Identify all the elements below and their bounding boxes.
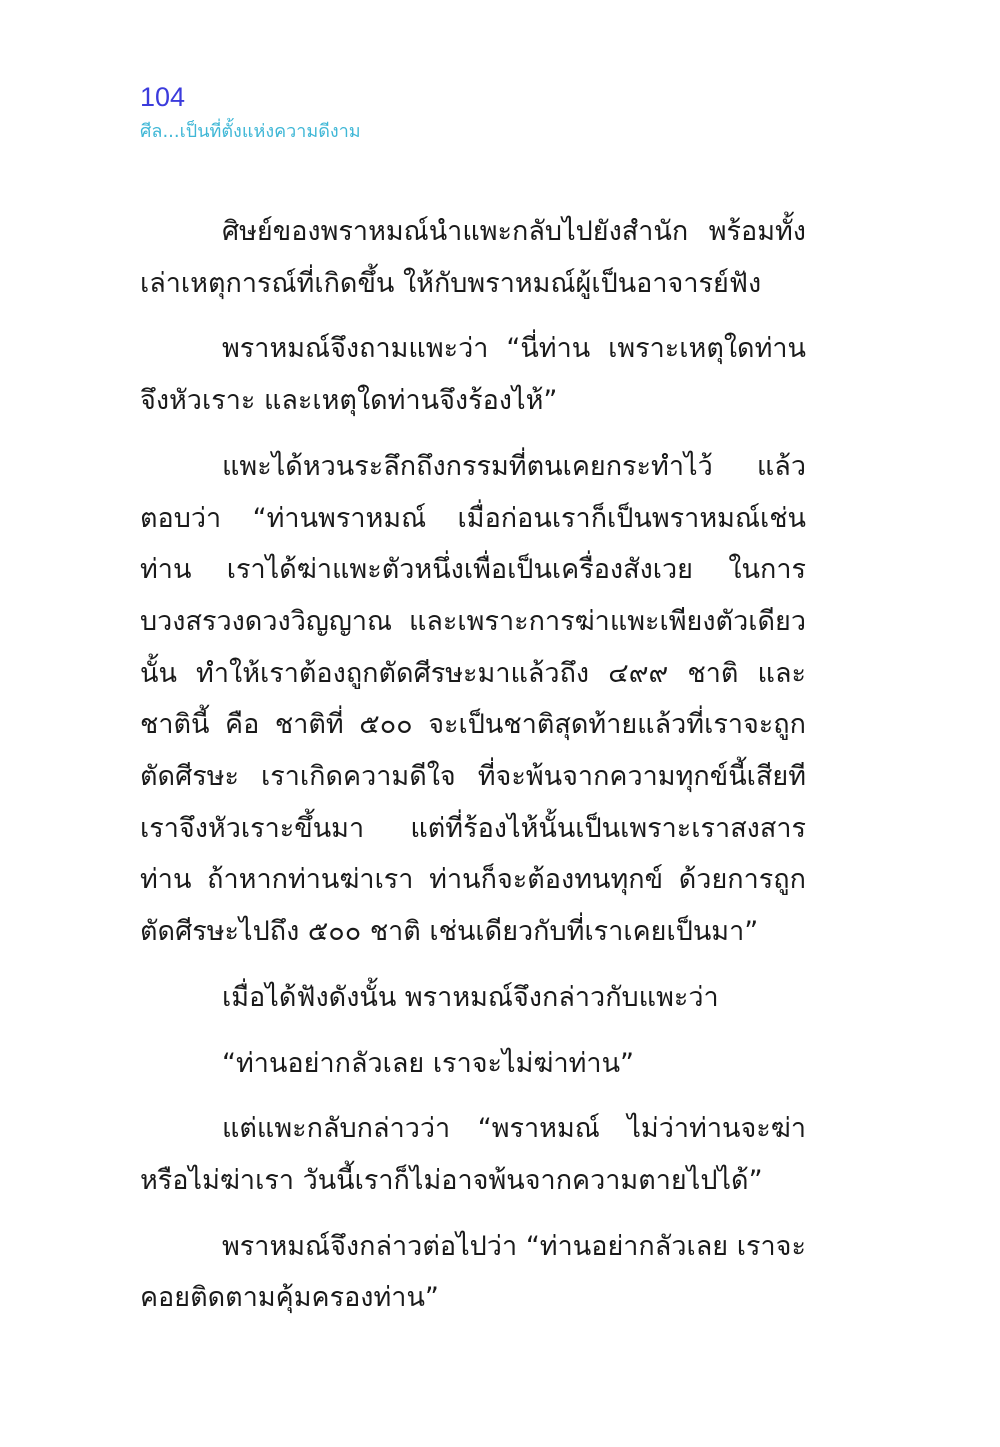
paragraph: แต่แพะกลับกล่าวว่า “พราหมณ์ ไม่ว่าท่านจะฆ่าหรือไม่ฆ่าเรา วันนี้เราก็ไม่อาจพ้นจากความตายไปได้” (140, 1113, 806, 1196)
page-header (140, 80, 361, 144)
body-text (140, 206, 806, 1338)
paragraph: แพะได้หวนระลึกถึงกรรมที่ตนเคยกระทำไว้ แล้วตอบว่า “ท่านพราหมณ์ เมื่อก่อนเราก็เป็นพราหมณ์เช่นท่าน เราได้ฆ่าแพะตัวหนึ่งเพื่อเป็นเครื่องสังเวย ในการบวงสรวงดวงวิญญาณ และเพราะการฆ่าแพะเพียงตัวเดียวนั้น ทำให้เราต้องถูกตัดศีรษะมาแล้วถึง ๔๙๙ ชาติ และชาตินี้ คือ ชาติที่ ๕๐๐ จะเป็นชาติสุดท้ายแล้วที่เราจะถูกตัดศีรษะ เราเกิดความดีใจ ที่จะพ้นจากความทุกข์นี้เสียที เราจึงหัวเราะขึ้นมา แต่ที่ร้องไห้นั้นเป็นเพราะเราสงสารท่าน ถ้าหากท่านฆ่าเรา ท่านก็จะต้องทนทุกข์ ด้วยการถูกตัดศีรษะไปถึง ๕๐๐ ชาติ เช่นเดียวกับที่เราเคยเป็นมา” (140, 450, 806, 948)
paragraph: พราหมณ์จึงถามแพะว่า “นี่ท่าน เพราะเหตุใดท่านจึงหัวเราะ และเหตุใดท่านจึงร้องไห้” (140, 333, 806, 417)
running-title: ศีล...เป็นที่ตั้งแห่งความดีงาม (140, 121, 361, 142)
page-number: 104 (140, 82, 186, 112)
paragraph: พราหมณ์จึงกล่าวต่อไปว่า “ท่านอย่ากลัวเลย เราจะคอยติดตามคุ้มครองท่าน” (140, 1230, 806, 1314)
paragraph: “ท่านอย่ากลัวเลย เราจะไม่ฆ่าท่าน” (222, 1047, 635, 1079)
paragraph: ศิษย์ของพราหมณ์นำแพะกลับไปยังสำนัก พร้อมทั้งเล่าเหตุการณ์ที่เกิดขึ้น ให้กับพราหมณ์ผู้เป็นอาจารย์ฟัง (140, 216, 806, 299)
paragraph: เมื่อได้ฟังดังนั้น พราหมณ์จึงกล่าวกับแพะว่า (222, 981, 719, 1013)
